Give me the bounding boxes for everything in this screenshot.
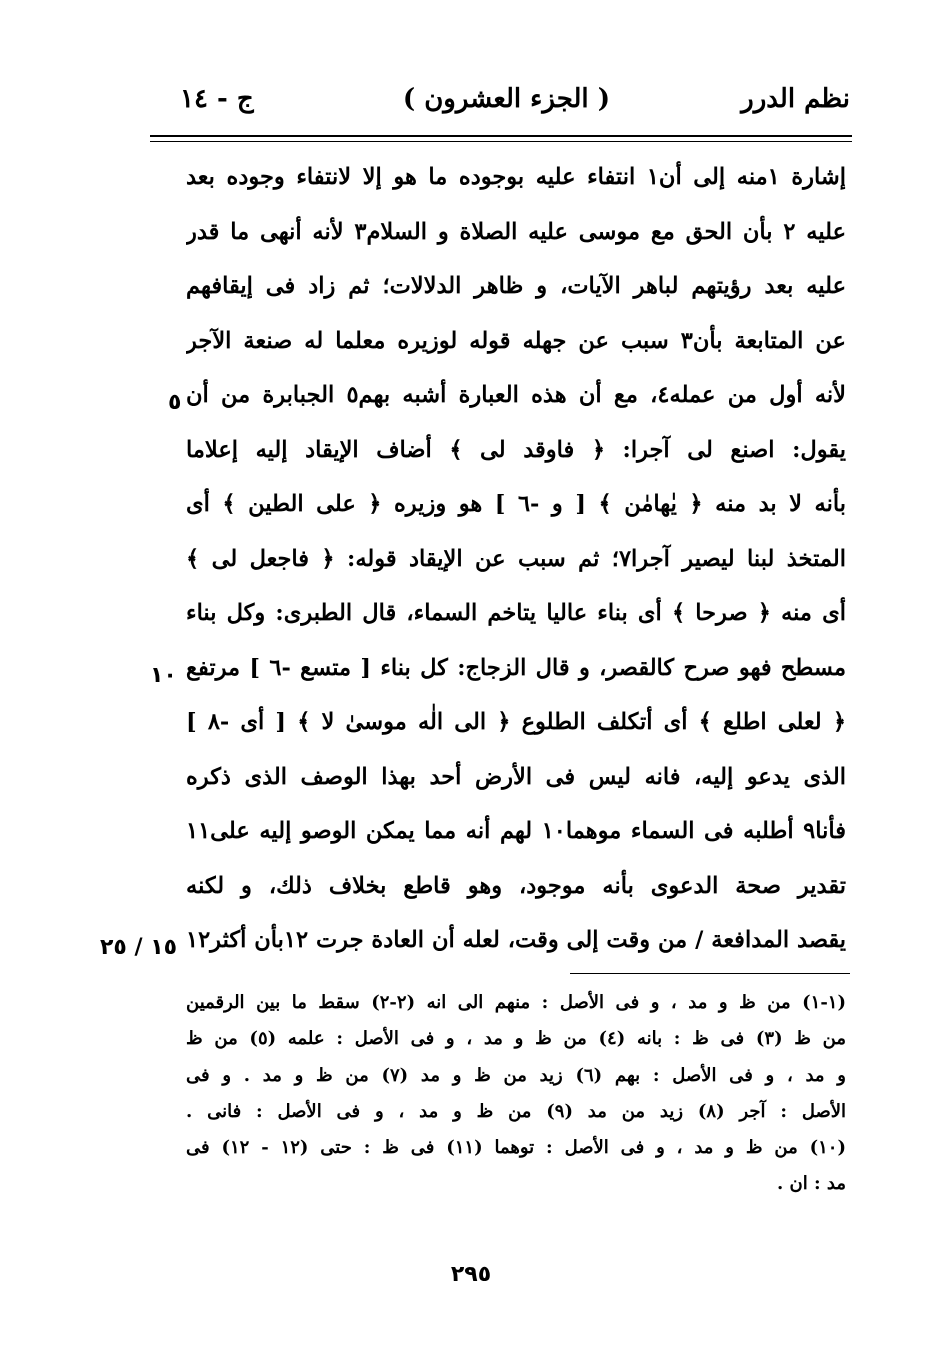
text-line: تقدير صحة الدعوى بأنه موجود، وهو قاطع بخلاف ذلك، و لكنه	[186, 872, 846, 899]
main-text	[186, 150, 846, 968]
footnote-line: من ظ (٣) فى ظ : بانه (٤) من ظ و مد ، و فى الأصل : علمه (٥) من ظ	[186, 1028, 846, 1050]
text-line: يقول: اصنع لى آجرا: ﴿ فاوقد لى ﴾ أضاف الإيقاد إليه إعلاما	[186, 436, 846, 463]
text-line: عليه ٢ بأن الحق مع موسى عليه الصلاة و السلام٣ لأنه أنهى ما قدر	[186, 218, 846, 245]
footnote-line: الأصل : آجر (٨) زيد من مد (٩) من ظ و مد ، و فى الأصل : فانى .	[186, 1100, 846, 1122]
text-line: أى منه ﴿ صرحا ﴾ أى بناء عاليا يتاخم السماء، قال الطبرى: وكل بناء	[186, 600, 846, 626]
footnotes	[186, 985, 846, 1203]
header-rule-thin	[150, 141, 852, 142]
line-number-10: ١٠	[150, 663, 177, 688]
page-number: ٢٩٥	[450, 1262, 492, 1287]
text-line: ﴿ لعلى اطلع ﴾ أى أتكلف الطلوع ﴿ الى الٰه موسىٰ لا ﴾ [ أى -٨ ]	[186, 709, 846, 735]
text-line: الذى يدعو إليه، فانه ليس فى الأرض أحد بهذا الوصف الذى ذكره	[186, 763, 846, 790]
footnote-line: (١-١) من ظ و مد ، و فى الأصل : منهم الى انه (٢-٢) سقط ما بين الرقمين	[186, 992, 846, 1013]
text-line: بأنه لا بد منه ﴿ يٰهامٰن ﴾ [ و -٦ ] هو وزيره ﴿ على الطين ﴾ أى	[186, 491, 846, 517]
text-line: عليه بعد رؤيتهم لباهر الآيات، و ظاهر الدلالات؛ ثم زاد فى إيقافهم	[186, 273, 846, 299]
book-title: نظم الدرر	[741, 84, 850, 114]
footnote-line: (١٠) من ظ و مد ، و فى الأصل : توهما (١١) فى ظ : حتى (١٢ - ١٢) فى	[186, 1137, 846, 1159]
text-line: يقصد المدافعة / من وقت إلى وقت، لعله أن العادة جرت ١٢بأن أكثر١٢	[186, 927, 846, 953]
text-line: لأنه أول من عمله٤، مع أن هذه العبارة أشبه بهم٥ الجبابرة من أن	[186, 382, 846, 408]
line-number-5: ٥	[168, 390, 182, 415]
footnote-line: مد : ان .	[776, 1173, 846, 1195]
footnote-rule	[570, 973, 850, 974]
line-number-15: ١٥ / ٢٥	[100, 935, 178, 960]
footnote-line: و مد ، و فى الأصل : بهم (٦) زيد من ظ و مد (٧) من ظ و مد . و فى	[186, 1064, 846, 1086]
part-label: ( الجزء العشرون )	[402, 84, 610, 114]
text-line: عن المتابعة بأن٣ سبب عن جهله قوله لوزيره معلما له صنعة الآجر	[186, 327, 846, 354]
text-line: المتخذ لبنا ليصير آجرا٧؛ ثم سبب عن الإيقاد قوله: ﴿ فاجعل لى ﴾	[186, 545, 846, 572]
volume-label: ج - ١٤	[180, 84, 254, 114]
text-line: مسطح فهو صرح كالقصر، و قال الزجاج: كل بناء [ متسع -٦ ] مرتفع	[186, 654, 846, 681]
header-rule	[150, 135, 852, 137]
text-line: فأنا٩ أطلبه فى السماء موهما١٠ لهم أنه مما يمكن الوصو إليه على١١	[186, 818, 846, 844]
page-header	[180, 78, 850, 128]
text-line: إشارة ١منه إلى أن١ انتفاء عليه بوجوده ما هو إلا لانتفاء وجوده بعد	[186, 164, 846, 190]
